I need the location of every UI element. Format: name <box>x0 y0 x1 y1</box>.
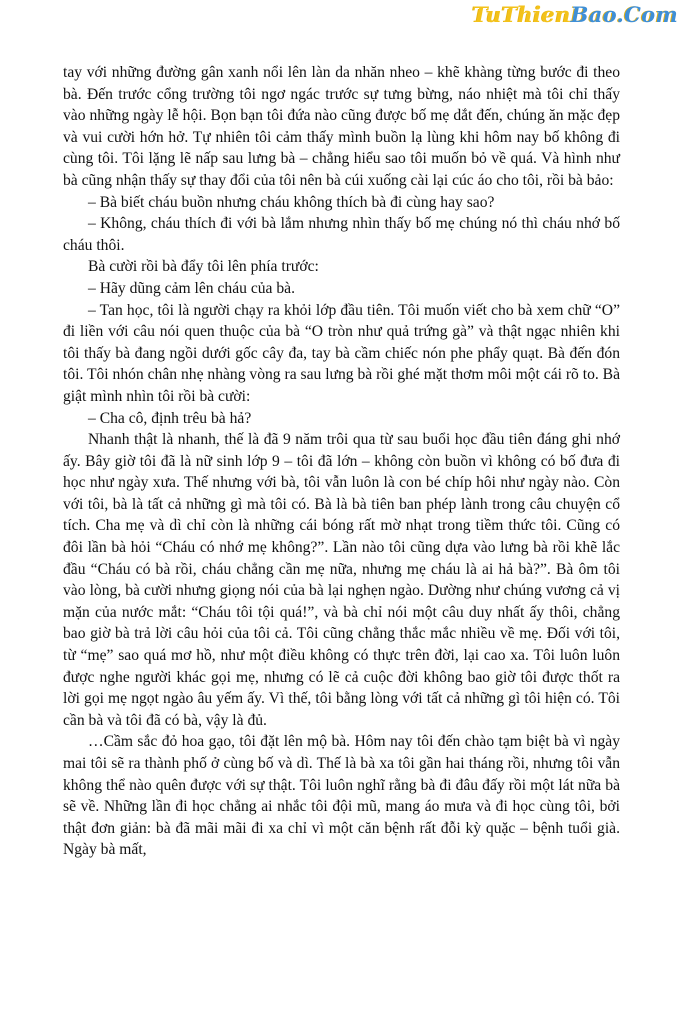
paragraph-1: tay với những đường gân xanh nổi lên làn da nhăn nheo – khẽ khàng từng bước đi theo bà. Đến trước cổng trường tôi ngơ ngác trước sự tưng bừng, náo nhiệt mà tôi chỉ thấy vào những ngày lễ hội. Bọn bạn tôi đứa nào cũng được bố mẹ dắt đến, chúng ăn mặc đẹp và vui cười hớn hở. Tự nhiên tôi cảm thấy mình buồn lạ lùng khi hôm nay bố không đi cùng tôi. Tôi lặng lẽ nấp sau lưng bà – chẳng hiểu sao tôi muốn bỏ về quá. Và hình như bà cũng nhận thấy sự thay đổi của tôi nên bà cúi xuống cài lại cúc áo cho tôi, rồi bà bảo: <box>63 64 620 189</box>
watermark-part-1: TuThien <box>472 2 571 27</box>
watermark-part-3: .Com <box>616 2 678 27</box>
page-body-text <box>63 62 620 861</box>
paragraph-8: Nhanh thật là nhanh, thế là đã 9 năm trôi qua từ sau buổi học đầu tiên đáng ghi nhớ ấy. Bây giờ tôi đã là nữ sinh lớp 9 – tôi đã lớn – không còn buồn vì không có bố đưa đi học như ngày xưa. Thế nhưng với bà, tôi vẫn luôn là con bé chíp hôi như ngày nào. Còn với tôi, bà là tất cả những gì mà tôi có. Bà là bà tiên ban phép lành trong câu chuyện cổ tích. Cha mẹ và dì chỉ còn là những cái bóng rất mờ nhạt trong tiềm thức tôi. Cũng có đôi lần bà hỏi “Cháu có nhớ mẹ không?”. Lần nào tôi cũng dựa vào lưng bà rồi khẽ lắc đầu “Cháu có bà rồi, cháu chẳng cần mẹ nữa, nhưng mẹ cháu là ai hả bà?”. Bà ôm tôi vào lòng, bà cười nhưng giọng nói của bà lại nghẹn ngào. Dường như chúng vương cả vị mặn của nước mắt: “Cháu tôi tội quá!”, và bà chỉ nói một câu duy nhất ấy thôi, chẳng bao giờ bà trả lời câu hỏi của tôi cả. Tôi cũng chẳng thắc mắc nhiều về mẹ. Đối với tôi, từ “mẹ” sao quá mơ hồ, như một điều không có thực trên đời, lại cao xa. Tôi luôn luôn được nghe người khác gọi mẹ, nhưng có lẽ cả cuộc đời không bao giờ tôi được thốt ra lời gọi mẹ ngọt ngào âu yếm ấy. Vì thế, tôi bằng lòng với tất cả những gì tôi hiện có. Tôi cần bà và tôi đã có bà, vậy là đủ. <box>63 431 620 729</box>
paragraph-9: …Cầm sắc đỏ hoa gạo, tôi đặt lên mộ bà. Hôm nay tôi đến chào tạm biệt bà vì ngày mai tôi sẽ ra thành phố ở cùng bố và dì. Thế là bà xa tôi gần hai tháng rồi, nhưng tôi vẫn không thể nào quên được với sự thật. Tôi luôn nghĩ rằng bà đi đâu đấy rồi một lát nữa bà sẽ về. Những lần đi học chẳng ai nhắc tôi đội mũ, mang áo mưa và đi học cùng tôi, bởi thật đơn giản: bà đã mãi mãi đi xa chỉ vì một căn bệnh rất đỗi kỳ quặc – bệnh tuổi già. Ngày bà mất, <box>63 733 620 859</box>
watermark-part-2: Bao <box>570 2 617 27</box>
paragraph-2: – Bà biết cháu buồn nhưng cháu không thích bà đi cùng hay sao? <box>88 193 495 211</box>
paragraph-5: – Hãy dũng cảm lên cháu của bà. <box>88 279 295 297</box>
paragraph-6: – Tan học, tôi là người chạy ra khỏi lớp đầu tiên. Tôi muốn viết cho bà xem chữ “O” đi liền với câu nói quen thuộc của bà “O tròn như quả trứng gà” và thật ngạc nhiên khi tôi thấy bà đang ngồi dưới gốc cây đa, tay bà cầm chiếc nón phe phẩy quạt. Bà đến đón tôi. Tôi nhón chân nhẹ nhàng vòng ra sau lưng bà rồi ghé mặt thơm môi một cái rõ to. Bà giật mình nhìn tôi rồi bà cười: <box>63 301 620 405</box>
paragraph-4: Bà cười rồi bà đẩy tôi lên phía trước: <box>88 258 319 276</box>
paragraph-3: – Không, cháu thích đi với bà lắm nhưng nhìn thấy bố mẹ chúng nó thì cháu nhớ bố cháu thôi. <box>63 215 620 254</box>
paragraph-7: – Cha cô, định trêu bà hả? <box>88 409 252 427</box>
site-watermark-logo <box>472 2 678 27</box>
